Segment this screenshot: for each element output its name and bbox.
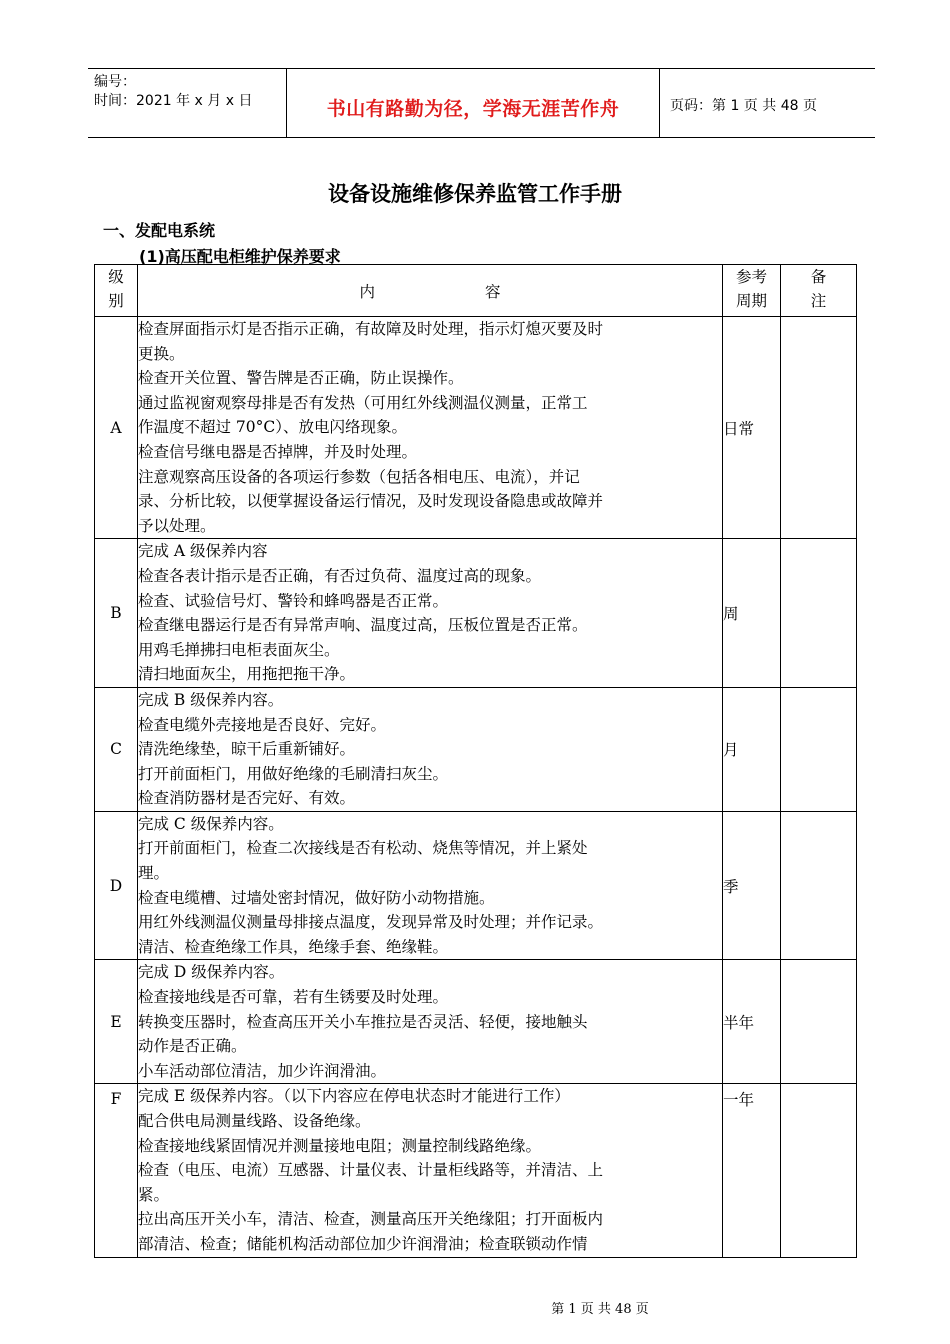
note-cell bbox=[781, 317, 857, 539]
grade-cell: B bbox=[95, 539, 138, 688]
content-line: 予以处理。 bbox=[138, 516, 216, 535]
content-line: 检查各表计指示是否正确，有否过负荷、温度过高的现象。 bbox=[138, 566, 542, 585]
grade-cell: A bbox=[95, 317, 138, 539]
content-line: 检查消防器材是否完好、有效。 bbox=[138, 789, 356, 808]
content-line: 完成 C 级保养内容。 bbox=[138, 814, 284, 833]
content-line: 更换。 bbox=[138, 344, 185, 363]
header-period bbox=[723, 265, 781, 317]
grade-cell: C bbox=[95, 687, 138, 811]
header-note-line1: 备 bbox=[810, 268, 827, 286]
content-line: 拉出高压开关小车，清洁、检查，测量高压开关绝缘阻；打开面板内 bbox=[138, 1210, 604, 1229]
content-line: 清洗绝缘垫，晾干后重新铺好。 bbox=[138, 740, 356, 759]
content-line: 通过监视窗观察母排是否有发热（可用红外线测温仪测量，正常工 bbox=[138, 393, 588, 412]
content-line: 小车活动部位清洁，加少许润滑油。 bbox=[138, 1061, 387, 1080]
period-cell: 日常 bbox=[723, 317, 781, 539]
content-line: 作温度不超过 70°C）、放电闪络现象。 bbox=[138, 418, 408, 437]
grade-cell: E bbox=[95, 960, 138, 1084]
serial-number-label: 编号： bbox=[94, 74, 136, 90]
note-cell bbox=[781, 811, 857, 960]
content-line: 检查接地线是否可靠，若有生锈要及时处理。 bbox=[138, 988, 449, 1007]
content-line: 清洁、检查绝缘工作具，绝缘手套、绝缘鞋。 bbox=[138, 937, 449, 956]
content-line: 检查信号继电器是否掉牌，并及时处理。 bbox=[138, 442, 418, 461]
content-line: 紧。 bbox=[138, 1185, 170, 1204]
content-line: 完成 D 级保养内容。 bbox=[138, 963, 285, 982]
table-row bbox=[95, 687, 857, 811]
motto-text: 书山有路勤为径，学海无涯苦作舟 bbox=[326, 98, 620, 120]
header-content-char1: 内 bbox=[359, 282, 375, 301]
content-line: 注意观察高压设备的各项运行参数（包括各相电压、电流），并记 bbox=[138, 467, 580, 486]
content-line: 清扫地面灰尘，用拖把拖干净。 bbox=[138, 665, 356, 684]
header-period-line1: 参考 bbox=[735, 268, 767, 286]
table-header-row bbox=[95, 265, 857, 317]
header-note bbox=[781, 265, 857, 317]
note-cell bbox=[781, 960, 857, 1084]
content-line: 检查接地线紧固情况并测量接地电阻；测量控制线路绝缘。 bbox=[138, 1136, 542, 1155]
note-cell bbox=[781, 539, 857, 688]
content-line: 检查电缆外壳接地是否良好、完好。 bbox=[138, 715, 387, 734]
maintenance-table bbox=[94, 264, 857, 1258]
table-body bbox=[95, 317, 857, 1258]
content-line: 完成 B 级保养内容。 bbox=[138, 690, 284, 709]
content-line: 部清洁、检查；储能机构活动部位加少许润滑油；检查联锁动作情 bbox=[138, 1234, 588, 1253]
content-cell bbox=[138, 687, 723, 811]
header-grade bbox=[95, 265, 138, 317]
content-line: 打开前面柜门，检查二次接线是否有松动、烧焦等情况，并上紧处 bbox=[138, 839, 588, 858]
content-cell bbox=[138, 539, 723, 688]
content-line: 检查屏面指示灯是否指示正确，有故障及时处理，指示灯熄灭要及时 bbox=[138, 320, 604, 338]
content-line: 完成 A 级保养内容 bbox=[138, 542, 268, 561]
content-line: 检查、试验信号灯、警铃和蜂鸣器是否正常。 bbox=[138, 591, 449, 610]
content-line: 配合供电局测量线路、设备绝缘。 bbox=[138, 1112, 371, 1130]
content-cell bbox=[138, 317, 723, 539]
header-content-char2: 容 bbox=[485, 282, 501, 301]
content-cell bbox=[138, 1084, 723, 1257]
table-row bbox=[95, 811, 857, 960]
page-footer: 第 1 页 共 48 页 bbox=[551, 1302, 649, 1317]
section-heading: 一、发配电系统 bbox=[103, 221, 216, 240]
content-line: 用鸡毛掸拂扫电柜表面灰尘。 bbox=[138, 640, 340, 659]
period-cell: 周 bbox=[723, 539, 781, 688]
document-title: 设备设施维修保养监管工作手册 bbox=[328, 182, 622, 206]
content-line: 转换变压器时，检查高压开关小车推拉是否灵活、轻便，接地触头 bbox=[138, 1012, 588, 1031]
content-line: 检查（电压、电流）互感器、计量仪表、计量柜线路等，并清洁、上 bbox=[138, 1161, 604, 1180]
grade-cell: D bbox=[95, 811, 138, 960]
header-motto-cell bbox=[287, 69, 660, 137]
content-line: 动作是否正确。 bbox=[138, 1037, 247, 1056]
period-cell: 半年 bbox=[723, 960, 781, 1084]
table-row bbox=[95, 539, 857, 688]
content-line: 用红外线测温仪测量母排接点温度，发现异常及时处理；并作记录。 bbox=[138, 913, 604, 932]
header-period-line2: 周期 bbox=[735, 292, 767, 310]
date-label: 时间：2021 年 x 月 x 日 bbox=[94, 93, 253, 109]
content-line: 打开前面柜门，用做好绝缘的毛刷清扫灰尘。 bbox=[138, 764, 449, 783]
header-note-line2: 注 bbox=[810, 292, 827, 310]
note-cell bbox=[781, 687, 857, 811]
period-cell: 月 bbox=[723, 687, 781, 811]
header-page-cell bbox=[660, 69, 875, 137]
page-header bbox=[88, 68, 875, 138]
period-cell: 季 bbox=[723, 811, 781, 960]
content-line: 完成 E 级保养内容。（以下内容应在停电状态时才能进行工作） bbox=[138, 1087, 570, 1106]
content-line: 录、分析比较，以便掌握设备运行情况，及时发现设备隐患或故障并 bbox=[138, 492, 604, 511]
content-cell bbox=[138, 960, 723, 1084]
period-cell: 一年 bbox=[723, 1084, 781, 1257]
table-row bbox=[95, 317, 857, 539]
subsection-heading: (1)高压配电柜维护保养要求 bbox=[139, 247, 341, 266]
content-line: 检查电缆槽、过墙处密封情况，做好防小动物措施。 bbox=[138, 888, 495, 907]
content-line: 检查开关位置、警告牌是否正确，防止误操作。 bbox=[138, 369, 464, 388]
content-line: 理。 bbox=[138, 864, 170, 883]
header-grade-line1: 级 bbox=[108, 268, 124, 286]
content-line: 检查继电器运行是否有异常声响、温度过高，压板位置是否正常。 bbox=[138, 616, 588, 635]
header-grade-line2: 别 bbox=[108, 292, 124, 310]
header-meta-cell bbox=[88, 69, 287, 137]
note-cell bbox=[781, 1084, 857, 1257]
table-row bbox=[95, 1084, 857, 1257]
header-content bbox=[138, 265, 723, 317]
page-number-label: 页码：第 1 页 共 48 页 bbox=[670, 98, 817, 114]
content-cell bbox=[138, 811, 723, 960]
grade-cell: F bbox=[95, 1084, 138, 1257]
table-row bbox=[95, 960, 857, 1084]
